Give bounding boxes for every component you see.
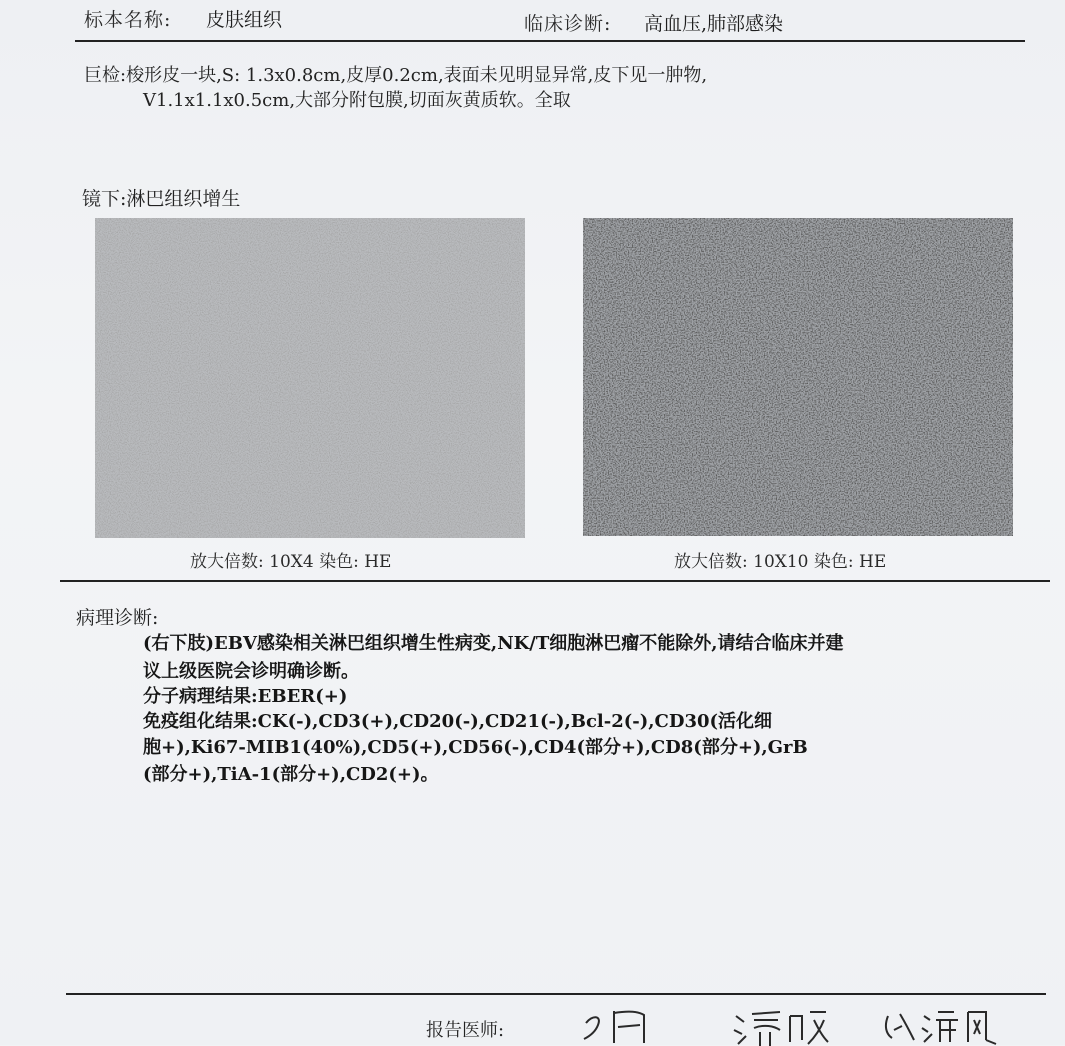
ihc-result-line-2: 胞+),Ki67-MIB1(40%),CD5(+),CD56(-),CD4(部分+),CD8(部分+),GrB xyxy=(143,737,808,758)
report-doctor-label: 报告医师: xyxy=(426,1020,505,1041)
footer-divider xyxy=(66,993,1046,995)
micrograph-divider xyxy=(60,580,1050,582)
specimen-name-value: 皮肤组织 xyxy=(206,9,283,31)
ihc-result-line-1: 免疫组化结果:CK(-),CD3(+),CD20(-),CD21(-),Bcl-2(-),CD30(活化细 xyxy=(143,711,773,732)
clinical-diagnosis-label: 临床诊断: xyxy=(524,13,612,35)
gross-exam-line-1: 巨检:梭形皮一块,S: 1.3x0.8cm,皮厚0.2cm,表面未见明显异常,皮下见一肿物, xyxy=(84,65,708,86)
signature-2 xyxy=(730,1006,830,1046)
specimen-name-label: 标本名称: xyxy=(84,9,172,31)
micrograph-low-power xyxy=(95,218,525,538)
molecular-pathology-result: 分子病理结果:EBER(+) xyxy=(143,686,348,707)
signature-1 xyxy=(578,1003,668,1045)
microscopy-text: 镜下:淋巴组织增生 xyxy=(82,188,241,210)
header-divider xyxy=(75,40,1025,42)
diagnosis-line-2: 议上级医院会诊明确诊断。 xyxy=(143,661,359,682)
micrograph-high-power-caption: 放大倍数: 10X10 染色: HE xyxy=(674,552,887,572)
micrograph-high-power xyxy=(583,218,1013,536)
ihc-result-line-3: (部分+),TiA-1(部分+),CD2(+)。 xyxy=(143,764,439,785)
gross-exam-line-2: V1.1x1.1x0.5cm,大部分附包膜,切面灰黄质软。全取 xyxy=(143,90,571,111)
micrograph-low-power-caption: 放大倍数: 10X4 染色: HE xyxy=(190,552,392,572)
diagnosis-line-1: (右下肢)EBV感染相关淋巴组织增生性病变,NK/T细胞淋巴瘤不能除外,请结合临床并建 xyxy=(143,633,844,654)
diagnosis-title: 病理诊断: xyxy=(76,607,159,629)
signature-3 xyxy=(880,1004,1000,1045)
clinical-diagnosis-value: 高血压,肺部感染 xyxy=(644,13,784,35)
